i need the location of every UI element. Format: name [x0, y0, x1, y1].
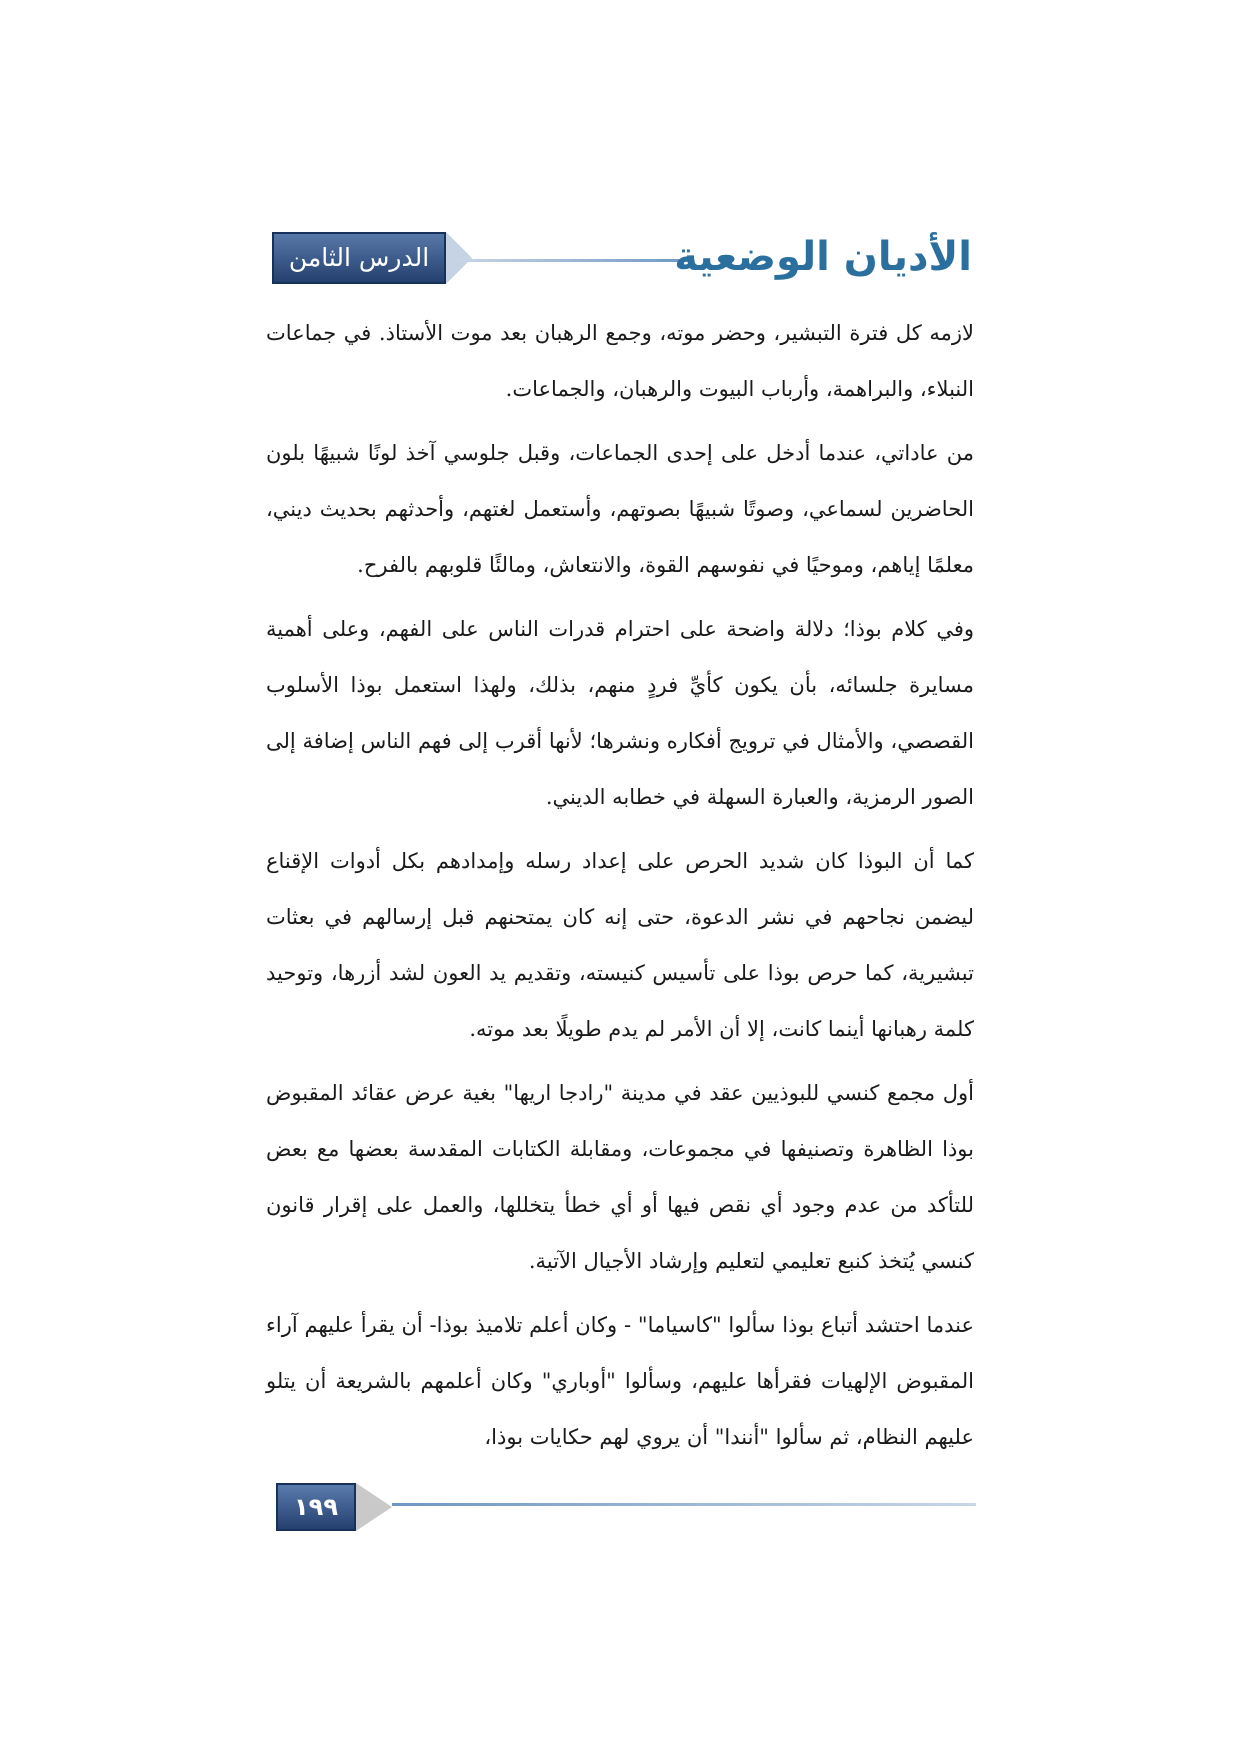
header-divider	[457, 259, 692, 262]
paragraph: لازمه كل فترة التبشير، وحضر موته، وجمع الرهبان بعد موت الأستاذ. في جماعات النبلاء، والبراهمة، وأرباب البيوت والرهبان، والجماعات.	[266, 321, 974, 401]
lesson-badge: الدرس الثامن	[272, 232, 446, 284]
paragraph: عندما احتشد أتباع بوذا سألوا "كاسياما" - وكان أعلم تلاميذ بوذا- أن يقرأ عليهم آراء المقبوض الإلهيات فقرأها عليهم، وسألوا "أوباري" وكان أعلمهم بالشريعة أن يتلو عليهم النظام، ثم سألوا "أنندا" أن يروي لهم حكايات بوذا،	[266, 1313, 974, 1449]
paragraph: كما أن البوذا كان شديد الحرص على إعداد رسله وإمدادهم بكل أدوات الإقناع ليضمن نجاحهم في نشر الدعوة، حتى إنه كان يمتحنهم قبل إرسالهم في بعثات تبشيرية، كما حرص بوذا على تأسيس كنيسته، وتقديم يد العون لشد أزرها، وتوحيد كلمة رهبانها أينما كانت، إلا أن الأمر لم يدم طويلًا بعد موته.	[266, 849, 974, 1041]
paragraph: من عاداتي، عندما أدخل على إحدى الجماعات، وقبل جلوسي آخذ لونًا شبيهًا بلون الحاضرين لسماعي، وصوتًا شبيهًا بصوتهم، وأستعمل لغتهم، وأحدثهم بحديث ديني، معلمًا إياهم، وموحيًا في نفوسهم القوة، والانتعاش، ومالئًا قلوبهم بالفرح.	[266, 441, 974, 577]
paragraph: أول مجمع كنسي للبوذيين عقد في مدينة "رادجا اريها" بغية عرض عقائد المقبوض بوذا الظاهرة وتصنيفها في مجموعات، ومقابلة الكتابات المقدسة بعضها مع بعض للتأكد من عدم وجود أي نقص فيها أو أي خطأ يتخللها، والعمل على إقرار قانون كنسي يُتخذ كنبع تعليمي لتعليم وإرشاد الأجيال الآتية.	[266, 1081, 974, 1273]
lesson-badge-wedge	[446, 232, 472, 284]
page-header	[272, 232, 972, 290]
footer-divider	[392, 1503, 976, 1506]
book-title: الأديان الوضعية	[674, 234, 972, 280]
paragraph: وفي كلام بوذا؛ دلالة واضحة على احترام قدرات الناس على الفهم، وعلى أهمية مسايرة جلسائه، بأن يكون كأيِّ فردٍ منهم، بذلك، ولهذا استعمل بوذا الأسلوب القصصي، والأمثال في ترويج أفكاره ونشرها؛ لأنها أقرب إلى فهم الناس إضافة إلى الصور الرمزية، والعبارة السهلة في خطابه الديني.	[266, 617, 974, 809]
page-number-wedge	[356, 1483, 392, 1531]
page-footer	[276, 1483, 976, 1535]
page-body	[266, 305, 974, 1473]
page-number: ١٩٩	[276, 1483, 356, 1531]
